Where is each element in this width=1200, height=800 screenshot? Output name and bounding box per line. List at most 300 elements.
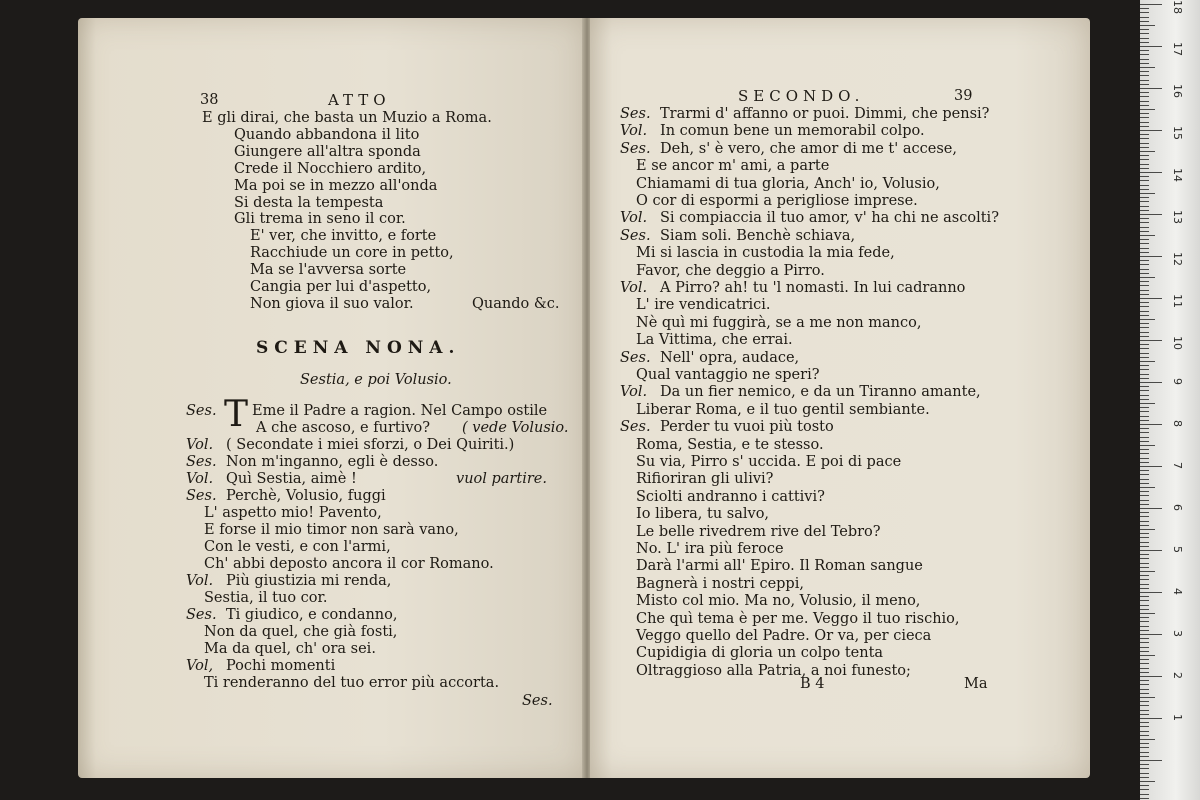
dialogue-text: Qual vantaggio ne speri? <box>636 367 820 383</box>
ruler-tick <box>1140 626 1149 627</box>
ruler-tick <box>1140 33 1149 34</box>
right-page <box>590 18 1090 778</box>
ruler-tick <box>1140 327 1149 328</box>
ruler-label: 1 <box>1171 714 1184 721</box>
ruler-tick <box>1140 495 1149 496</box>
ruler-label: 2 <box>1171 672 1184 679</box>
verse-line: Cangia per lui d'aspetto, <box>250 279 432 295</box>
ruler-tick <box>1140 445 1155 446</box>
dialogue-text: Perder tu vuoi più tosto <box>660 419 834 436</box>
dialogue-text: Più giustizia mi renda, <box>226 573 392 589</box>
ruler-tick <box>1140 500 1149 501</box>
scene-subtitle: Sestia, e poi Volusio. <box>300 372 452 388</box>
speaker-label: Ses. <box>186 454 217 470</box>
dialogue-text: L' ire vendicatrici. <box>636 297 771 314</box>
verse-line: Quando abbandona il lito <box>234 126 420 143</box>
catchword: Ma <box>964 676 988 692</box>
dialogue-text: Deh, s' è vero, che amor di me t' accese, <box>660 140 957 157</box>
dialogue-text: A Pirro? ah! tu 'l nomasti. In lui cadranno <box>660 280 966 296</box>
ruler-tick <box>1140 441 1149 442</box>
ruler-tick <box>1140 323 1149 324</box>
ruler-tick <box>1140 756 1149 757</box>
verse-line: Non giova il suo valor. <box>250 295 414 312</box>
ruler-tick <box>1140 340 1162 341</box>
verse-line: Gli trema in seno il cor. <box>234 211 406 228</box>
dialogue-text: Con le vesti, e con l'armi, <box>204 539 391 555</box>
ruler-tick <box>1140 613 1155 614</box>
ruler-tick <box>1140 84 1149 85</box>
dialogue-text: Cupidigia di gloria un colpo tenta <box>636 645 884 662</box>
dialogue-text: Non da quel, che già fosti, <box>204 624 398 640</box>
ruler-tick <box>1140 605 1149 606</box>
ruler-tick <box>1140 550 1162 551</box>
ruler-tick <box>1140 453 1149 454</box>
ruler-tick <box>1140 617 1149 618</box>
dialogue-text: Eme il Padre a ragion. Nel Campo ostile <box>252 403 548 419</box>
ruler-tick <box>1140 101 1149 102</box>
ruler-tick <box>1140 80 1149 81</box>
ruler-tick <box>1140 172 1162 173</box>
ruler-tick <box>1140 17 1149 18</box>
ruler-tick <box>1140 416 1149 417</box>
ruler-tick <box>1140 143 1149 144</box>
scene-title: SCENA NONA. <box>256 338 461 358</box>
ruler-tick <box>1140 256 1162 257</box>
ruler-tick <box>1140 705 1149 706</box>
ruler-tick <box>1140 563 1149 564</box>
ruler-tick <box>1140 567 1149 568</box>
ruler-tick <box>1140 218 1149 219</box>
ruler-tick <box>1140 113 1149 114</box>
ruler-label: 4 <box>1171 588 1184 595</box>
dialogue-text: Che quì tema è per me. Veggo il tuo rischio, <box>636 610 960 627</box>
ruler-tick <box>1140 701 1149 702</box>
ruler-tick <box>1140 399 1149 400</box>
ruler-tick <box>1140 67 1155 68</box>
speaker-label: Vol. <box>186 471 214 487</box>
speaker-label: Ses. <box>186 607 217 623</box>
verse-line: Si desta la tempesta <box>234 194 384 211</box>
dialogue-text: Non m'inganno, egli è desso. <box>226 454 439 470</box>
ruler-tick <box>1140 176 1149 177</box>
dialogue-text: No. L' ira più feroce <box>636 541 784 557</box>
ruler-tick <box>1140 432 1149 433</box>
ruler-tick <box>1140 735 1149 736</box>
ruler-tick <box>1140 773 1149 774</box>
ruler-tick <box>1140 579 1149 580</box>
left-page <box>78 18 586 778</box>
dialogue-text: Pochi momenti <box>226 658 336 674</box>
ruler-tick <box>1140 353 1149 354</box>
ruler-tick <box>1140 533 1149 534</box>
ruler-tick <box>1140 63 1149 64</box>
speaker-label: Ses. <box>186 488 217 504</box>
ruler-label: 11 <box>1171 294 1184 308</box>
ruler-tick <box>1140 403 1155 404</box>
speaker-label: Vol. <box>186 573 214 589</box>
speaker-label: Ses. <box>186 403 217 419</box>
ruler-tick <box>1140 336 1149 337</box>
dialogue-text: Le belle rivedrem rive del Tebro? <box>636 523 881 540</box>
ruler-tick <box>1140 290 1149 291</box>
verse-line: Crede il Nocchiero ardito, <box>234 160 427 177</box>
ruler-tick <box>1140 374 1149 375</box>
ruler-tick <box>1140 428 1149 429</box>
dialogue-text: A che ascoso, e furtivo? <box>256 420 431 436</box>
dialogue-text: Roma, Sestia, e te stesso. <box>636 436 824 453</box>
dialogue-text: Nell' opra, audace, <box>660 349 800 366</box>
ruler-tick <box>1140 159 1149 160</box>
dialogue-text: L' aspetto mio! Pavento, <box>204 505 382 521</box>
ruler-tick <box>1140 147 1149 148</box>
ruler-tick <box>1140 651 1149 652</box>
ruler-label: 13 <box>1171 210 1184 224</box>
ruler-tick <box>1140 88 1162 89</box>
ruler-tick <box>1140 789 1149 790</box>
verse-line: Ma poi se in mezzo all'onda <box>234 177 438 194</box>
verse-line: E' ver, che invitto, e forte <box>250 228 437 245</box>
ruler-tick <box>1140 697 1155 698</box>
dialogue-text: Ch' abbi deposto ancora il cor Romano. <box>204 556 494 572</box>
ruler-tick <box>1140 638 1149 639</box>
ruler-tick <box>1140 59 1149 60</box>
ruler-tick <box>1140 193 1155 194</box>
ruler-tick <box>1140 369 1149 370</box>
ruler-tick <box>1140 575 1149 576</box>
ruler-tick <box>1140 269 1149 270</box>
ruler-tick <box>1140 449 1149 450</box>
ruler-tick <box>1140 130 1162 131</box>
ruler-tick <box>1140 676 1162 677</box>
drop-cap: T <box>224 394 249 435</box>
ruler-tick <box>1140 264 1149 265</box>
speaker-label: Ses. <box>620 140 651 157</box>
ruler-tick <box>1140 180 1149 181</box>
stage-direction: vuol partire. <box>456 471 547 487</box>
speaker-label: Vol. <box>620 123 648 140</box>
ruler-tick <box>1140 285 1149 286</box>
ruler-tick <box>1140 722 1149 723</box>
ruler-tick <box>1140 584 1149 585</box>
ruler-tick <box>1140 516 1149 517</box>
ruler-tick <box>1140 21 1149 22</box>
ruler-tick <box>1140 466 1162 467</box>
measuring-ruler <box>1140 0 1200 800</box>
ruler-tick <box>1140 386 1149 387</box>
ruler-tick <box>1140 529 1155 530</box>
verse-line: Giungere all'altra sponda <box>234 143 421 160</box>
stage-direction: ( vede Volusio. <box>462 420 569 436</box>
ruler-tick <box>1140 395 1149 396</box>
ruler-tick <box>1140 390 1149 391</box>
ruler-tick <box>1140 437 1149 438</box>
ruler-tick <box>1140 474 1149 475</box>
dialogue-text: Perchè, Volusio, fuggi <box>226 488 386 504</box>
ruler-tick <box>1140 487 1155 488</box>
dialogue-text: Mi si lascia in custodia la mia fede, <box>636 245 895 262</box>
ruler-tick <box>1140 38 1149 39</box>
ruler-tick <box>1140 235 1155 236</box>
ruler-tick <box>1140 348 1149 349</box>
ruler-label: 8 <box>1171 420 1184 427</box>
ruler-tick <box>1140 357 1149 358</box>
ruler-tick <box>1140 315 1149 316</box>
ruler-tick <box>1140 537 1149 538</box>
ruler-tick <box>1140 768 1149 769</box>
ruler-tick <box>1140 411 1149 412</box>
dialogue-text: Si compiaccia il tuo amor, v' ha chi ne ascolti? <box>660 210 999 227</box>
ruler-tick <box>1140 621 1149 622</box>
ruler-tick <box>1140 659 1149 660</box>
ruler-tick <box>1140 407 1149 408</box>
ruler-tick <box>1140 4 1162 5</box>
dialogue-text: E forse il mio timor non sarà vano, <box>204 522 459 538</box>
ruler-tick <box>1140 672 1149 673</box>
ruler-tick <box>1140 294 1149 295</box>
dialogue-text: Oltraggioso alla Patria, a noi funesto; <box>636 662 911 679</box>
open-book <box>78 18 1090 780</box>
ruler-tick <box>1140 8 1149 9</box>
ruler-tick <box>1140 151 1155 152</box>
ruler-tick <box>1140 760 1162 761</box>
dialogue-text: Ma da quel, ch' ora sei. <box>204 641 376 657</box>
ruler-tick <box>1140 508 1162 509</box>
dialogue-text: Trarmi d' affanno or puoi. Dimmi, che pensi? <box>660 106 990 122</box>
ruler-tick <box>1140 684 1149 685</box>
ruler-tick <box>1140 12 1149 13</box>
ruler-tick <box>1140 42 1149 43</box>
ruler-tick <box>1140 558 1149 559</box>
ruler-tick <box>1140 189 1149 190</box>
ruler-label: 18 <box>1171 0 1184 14</box>
ruler-tick <box>1140 663 1149 664</box>
ruler-tick <box>1140 680 1149 681</box>
dialogue-text: Liberar Roma, e il tuo gentil sembiante. <box>636 401 930 418</box>
ruler-tick <box>1140 747 1149 748</box>
ruler-tick <box>1140 521 1149 522</box>
catchword: Ses. <box>522 693 553 709</box>
ruler-label: 3 <box>1171 630 1184 637</box>
ruler-tick <box>1140 512 1149 513</box>
ruler-tick <box>1140 689 1149 690</box>
ruler-tick <box>1140 206 1149 207</box>
page-number: 39 <box>954 88 973 104</box>
ruler-tick <box>1140 201 1149 202</box>
ruler-label: 9 <box>1171 378 1184 385</box>
ruler-tick <box>1140 227 1149 228</box>
ruler-tick <box>1140 168 1149 169</box>
ruler-label: 10 <box>1171 336 1184 350</box>
dialogue-text: Ti renderanno del tuo error più accorta. <box>204 675 500 691</box>
speaker-label: Ses. <box>620 419 651 436</box>
ruler-tick <box>1140 634 1162 635</box>
verse-line: Racchiude un core in petto, <box>250 245 454 262</box>
ruler-tick <box>1140 365 1149 366</box>
speaker-label: Vol. <box>186 437 214 453</box>
speaker-label: Vol. <box>620 384 648 401</box>
ruler-tick <box>1140 546 1149 547</box>
dialogue-text: Siam soli. Benchè schiava, <box>660 227 856 244</box>
ruler-tick <box>1140 420 1149 421</box>
ruler-tick <box>1140 54 1149 55</box>
dialogue-text: Misto col mio. Ma no, Volusio, il meno, <box>636 593 921 610</box>
dialogue-text: In comun bene un memorabil colpo. <box>660 123 925 140</box>
ruler-tick <box>1140 197 1149 198</box>
ruler-tick <box>1140 424 1162 425</box>
ruler-tick <box>1140 277 1155 278</box>
running-head: ATTO <box>328 91 391 109</box>
ruler-tick <box>1140 596 1149 597</box>
ruler-tick <box>1140 92 1149 93</box>
dialogue-text: ( Secondate i miei sforzi, o Dei Quiriti.) <box>226 437 515 453</box>
ruler-tick <box>1140 462 1149 463</box>
ruler-tick <box>1140 479 1149 480</box>
ruler-tick <box>1140 96 1149 97</box>
ruler-tick <box>1140 231 1149 232</box>
ruler-tick <box>1140 185 1149 186</box>
dialogue-text: Rifioriran gli ulivi? <box>636 471 774 488</box>
ruler-tick <box>1140 655 1155 656</box>
ruler-tick <box>1140 483 1149 484</box>
ruler-tick <box>1140 714 1149 715</box>
ruler-tick <box>1140 382 1162 383</box>
ruler-tick <box>1140 298 1162 299</box>
ruler-tick <box>1140 718 1162 719</box>
ruler-tick <box>1140 239 1149 240</box>
dialogue-text: Io libera, tu salvo, <box>636 506 770 523</box>
dialogue-text: Nè quì mi fuggirà, se a me non manco, <box>636 314 922 331</box>
ruler-tick <box>1140 222 1149 223</box>
page-number: 38 <box>200 92 219 108</box>
running-head: SECONDO. <box>738 87 865 105</box>
ruler-tick <box>1140 311 1149 312</box>
ruler-tick <box>1140 243 1149 244</box>
ruler-tick <box>1140 117 1149 118</box>
ruler-tick <box>1140 777 1149 778</box>
ruler-tick <box>1140 630 1149 631</box>
ruler-tick <box>1140 344 1149 345</box>
dialogue-text: Quì Sestia, aimè ! <box>226 471 357 487</box>
ruler-tick <box>1140 25 1155 26</box>
ruler-tick <box>1140 764 1149 765</box>
ruler-tick <box>1140 210 1149 211</box>
dialogue-text: Da un fier nemico, e da un Tiranno amante, <box>660 384 981 401</box>
ruler-label: 17 <box>1171 42 1184 56</box>
dialogue-text: E se ancor m' ami, a parte <box>636 158 830 175</box>
signature-mark: B 4 <box>800 676 825 692</box>
ruler-tick <box>1140 592 1162 593</box>
ruler-tick <box>1140 105 1149 106</box>
ruler-tick <box>1140 647 1149 648</box>
ruler-tick <box>1140 693 1149 694</box>
dialogue-text: O cor di espormi a perigliose imprese. <box>636 193 918 209</box>
speaker-label: Ses. <box>620 106 651 122</box>
speaker-label: Ses. <box>620 227 651 244</box>
ruler-tick <box>1140 71 1149 72</box>
ruler-tick <box>1140 781 1155 782</box>
ruler-tick <box>1140 798 1149 799</box>
ruler-tick <box>1140 273 1149 274</box>
dialogue-text: Sciolti andranno i cattivi? <box>636 488 825 505</box>
ruler-tick <box>1140 752 1149 753</box>
cue-text: Quando &c. <box>472 295 560 312</box>
ruler-label: 7 <box>1171 462 1184 469</box>
ruler-label: 15 <box>1171 126 1184 140</box>
ruler-tick <box>1140 743 1149 744</box>
dialogue-text: Ti giudico, e condanno, <box>226 607 398 623</box>
ruler-tick <box>1140 726 1149 727</box>
ruler-tick <box>1140 491 1149 492</box>
ruler-tick <box>1140 525 1149 526</box>
dialogue-text: Darà l'armi all' Epiro. Il Roman sangue <box>636 558 923 575</box>
ruler-tick <box>1140 378 1149 379</box>
verse-line: E gli dirai, che basta un Muzio a Roma. <box>202 110 492 126</box>
ruler-tick <box>1140 122 1149 123</box>
ruler-tick <box>1140 252 1149 253</box>
ruler-tick <box>1140 302 1149 303</box>
ruler-tick <box>1140 554 1149 555</box>
ruler-tick <box>1140 470 1149 471</box>
ruler-tick <box>1140 164 1149 165</box>
dialogue-text: La Vittima, che errai. <box>636 332 793 349</box>
ruler-tick <box>1140 542 1149 543</box>
ruler-label: 14 <box>1171 168 1184 182</box>
ruler-tick <box>1140 155 1149 156</box>
ruler-tick <box>1140 281 1149 282</box>
ruler-tick <box>1140 710 1149 711</box>
ruler-label: 16 <box>1171 84 1184 98</box>
ruler-tick <box>1140 785 1149 786</box>
ruler-tick <box>1140 642 1149 643</box>
speaker-label: Ses. <box>620 349 651 366</box>
ruler-label: 6 <box>1171 504 1184 511</box>
ruler-tick <box>1140 731 1149 732</box>
verse-line: Ma se l'avversa sorte <box>250 262 407 279</box>
dialogue-text: Chiamami di tua gloria, Anch' io, Volusio, <box>636 175 940 192</box>
ruler-label: 12 <box>1171 252 1184 266</box>
ruler-tick <box>1140 46 1162 47</box>
ruler-tick <box>1140 571 1155 572</box>
ruler-tick <box>1140 600 1149 601</box>
ruler-tick <box>1140 306 1149 307</box>
ruler-tick <box>1140 319 1155 320</box>
dialogue-text: Su via, Pirro s' uccida. E poi di pace <box>636 454 902 470</box>
ruler-tick <box>1140 134 1149 135</box>
ruler-tick <box>1140 260 1149 261</box>
speaker-label: Vol, <box>186 658 214 674</box>
ruler-tick <box>1140 248 1149 249</box>
ruler-tick <box>1140 138 1149 139</box>
ruler-tick <box>1140 29 1149 30</box>
ruler-tick <box>1140 588 1149 589</box>
dialogue-text: Veggo quello del Padre. Or va, per cieca <box>636 628 932 644</box>
dialogue-text: Bagnerà i nostri ceppi, <box>636 575 804 592</box>
ruler-tick <box>1140 75 1149 76</box>
ruler-tick <box>1140 214 1162 215</box>
ruler-tick <box>1140 609 1149 610</box>
ruler-tick <box>1140 109 1155 110</box>
speaker-label: Vol. <box>620 210 648 227</box>
ruler-tick <box>1140 50 1149 51</box>
ruler-tick <box>1140 504 1149 505</box>
dialogue-text: Favor, che deggio a Pirro. <box>636 262 825 279</box>
dialogue-text: Sestia, il tuo cor. <box>204 590 328 606</box>
ruler-label: 5 <box>1171 546 1184 553</box>
ruler-tick <box>1140 126 1149 127</box>
ruler-tick <box>1140 361 1155 362</box>
ruler-tick <box>1140 668 1149 669</box>
ruler-tick <box>1140 739 1155 740</box>
